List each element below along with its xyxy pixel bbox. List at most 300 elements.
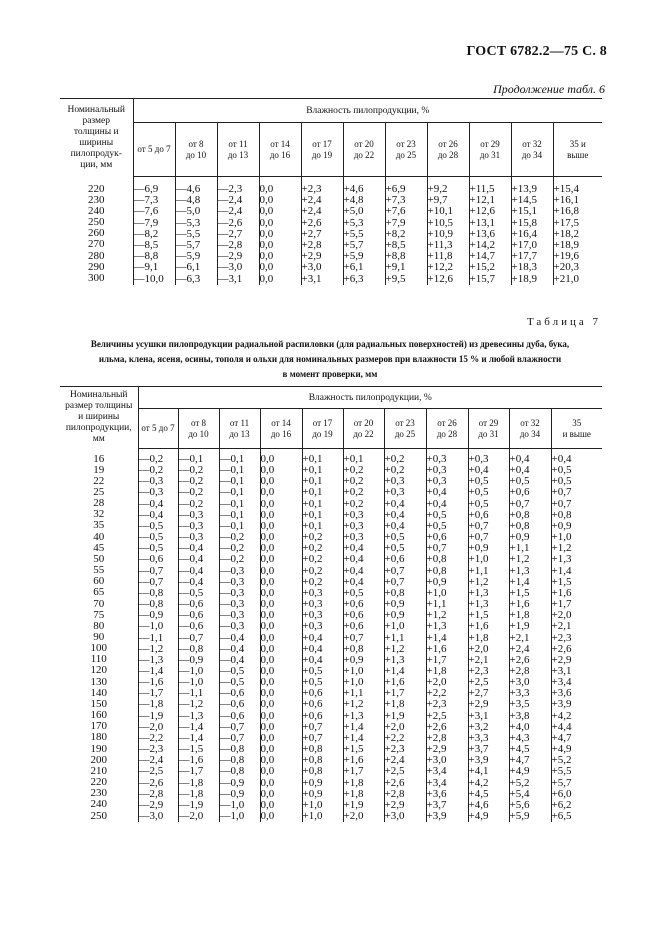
size-value: 180 (90, 731, 107, 744)
table-cell: +0,4 (426, 497, 447, 510)
column-header-line: до 13 (227, 149, 249, 160)
column-header-line: от 8 (188, 138, 204, 149)
table-cell: —6,1 (175, 261, 201, 274)
table-cell: +4,6 (343, 183, 364, 195)
table-cell: +2,6 (301, 216, 322, 229)
table-cell: +3,4 (426, 765, 447, 778)
size-value: 35 (93, 519, 105, 532)
table-cell: +1,8 (384, 698, 405, 711)
value-column (469, 177, 511, 285)
column-header-line: от 23 (395, 417, 415, 428)
table-cell: —0,2 (178, 464, 204, 477)
table-cell: +16,8 (553, 205, 579, 218)
table-cell: —1,7 (138, 687, 164, 700)
table-cell: +0,7 (468, 531, 489, 544)
table-cell: 0,0 (260, 475, 275, 488)
value-column (343, 177, 385, 285)
table-cell: +1,0 (343, 676, 364, 689)
table-cell: +4,7 (509, 754, 530, 767)
table-cell: +3,6 (426, 787, 447, 800)
table-cell: +0,4 (302, 642, 323, 655)
table-cell: —1,4 (138, 664, 164, 677)
table-cell: 0,0 (260, 731, 275, 744)
table-cell: —2,8 (217, 238, 243, 251)
column-header-line: от 14 (271, 417, 291, 428)
table-cell: 0,0 (259, 216, 274, 229)
table-cell: +1,0 (426, 586, 447, 599)
table-cell: —0,6 (219, 709, 245, 722)
table-cell: 0,0 (260, 754, 275, 767)
table-cell: +2,5 (468, 676, 489, 689)
table-cell: —0,3 (219, 609, 245, 622)
column-header (175, 123, 217, 177)
table-cell: 0,0 (260, 586, 275, 599)
table-cell: 0,0 (259, 250, 274, 263)
table-cell: +2,2 (384, 731, 405, 744)
table-cell: +0,8 (509, 508, 530, 521)
table-cell: 0,0 (260, 787, 275, 800)
table-cell: —4,8 (175, 194, 201, 207)
table-cell: +0,1 (343, 453, 364, 465)
table-cell: +0,5 (468, 497, 489, 510)
value-column (553, 177, 602, 285)
table-cell: +0,2 (384, 464, 405, 477)
table-cell: —0,9 (178, 653, 204, 666)
row-header-line: размер толщины (65, 401, 133, 412)
table-cell: —0,3 (219, 620, 245, 633)
table-cell: —0,8 (219, 754, 245, 767)
table-cell: +18,9 (553, 238, 579, 251)
table-cell: +0,6 (509, 486, 530, 499)
row-header (60, 99, 133, 177)
table-cell: —0,4 (219, 653, 245, 666)
column-header-line: от 32 (520, 417, 540, 428)
table-cell: —0,7 (138, 575, 164, 588)
value-column (426, 449, 468, 823)
table-cell: +2,0 (551, 609, 572, 622)
table-cell: +4,2 (468, 776, 489, 789)
size-value: 32 (93, 508, 105, 521)
row-header-line: Номинальный (67, 104, 126, 115)
table-cell: +21,0 (553, 272, 579, 285)
table-cell: —0,8 (219, 765, 245, 778)
table-cell: +16,4 (511, 227, 537, 240)
table-cell: +17,5 (553, 216, 579, 229)
table-cell: +0,7 (302, 731, 323, 744)
table-cell: +0,8 (302, 743, 323, 756)
table-cell: +0,1 (302, 519, 323, 532)
size-value: 250 (88, 216, 105, 229)
column-header-line: до 10 (185, 149, 207, 160)
table-cell: +0,5 (426, 519, 447, 532)
table-cell: +3,8 (509, 709, 530, 722)
table-cell: —1,4 (178, 720, 204, 733)
table-cell: +9,1 (385, 261, 406, 274)
table-cell: +0,3 (384, 475, 405, 488)
column-header-line: от 26 (437, 417, 457, 428)
table-cell: +7,9 (385, 216, 406, 229)
column-header-line: от 23 (396, 138, 416, 149)
table-cell: +5,2 (509, 776, 530, 789)
table-cell: +0,7 (509, 497, 530, 510)
table-cell: +1,3 (343, 709, 364, 722)
table-cell: 0,0 (259, 194, 274, 207)
table-cell: +1,9 (343, 798, 364, 811)
table-cell: +0,5 (384, 542, 405, 555)
table-cell: +5,9 (509, 810, 530, 822)
table-cell: +9,2 (427, 183, 448, 195)
table-cell: +0,9 (302, 787, 323, 800)
table-cell: —2,5 (138, 765, 164, 778)
table-cell: +4,5 (509, 743, 530, 756)
column-header (551, 409, 602, 449)
table-cell: +2,8 (426, 731, 447, 744)
size-value: 55 (93, 564, 105, 577)
value-column (385, 177, 427, 285)
column-header (217, 123, 259, 177)
size-value: 90 (93, 631, 105, 643)
table-cell: —0,7 (138, 564, 164, 577)
table-cell: +4,1 (468, 765, 489, 778)
table-cell: —4,6 (175, 183, 201, 195)
column-header (260, 409, 302, 449)
table-cell: +1,7 (551, 598, 572, 611)
table-cell: —0,3 (138, 475, 164, 488)
table-cell: +3,2 (468, 720, 489, 733)
table-cell: +1,3 (509, 564, 530, 577)
table-cell: +0,8 (343, 642, 364, 655)
table-cell: +0,6 (302, 698, 323, 711)
table-cell: +1,0 (343, 664, 364, 677)
table-cell: +2,8 (301, 238, 322, 251)
table-cell: +0,8 (384, 586, 405, 599)
table-cell: +0,5 (384, 531, 405, 544)
table-cell: 0,0 (260, 453, 275, 465)
table-cell: +0,3 (343, 531, 364, 544)
column-headers (60, 409, 602, 449)
table-cell: +0,2 (384, 453, 405, 465)
table-cell: +2,3 (468, 664, 489, 677)
table-cell: +2,8 (509, 664, 530, 677)
column-header-line: от 32 (522, 138, 542, 149)
table-cell: +2,3 (426, 698, 447, 711)
table-cell: 0,0 (260, 519, 275, 532)
table-cell: +0,9 (468, 542, 489, 555)
table-cell: —8,2 (133, 227, 159, 240)
value-column (133, 177, 175, 285)
column-header-line: и выше (562, 428, 591, 439)
row-header (60, 387, 138, 449)
table-cell: —0,2 (219, 542, 245, 555)
table-cell: —0,3 (219, 586, 245, 599)
table-cell: +0,4 (384, 519, 405, 532)
table-cell: +18,2 (553, 227, 579, 240)
table-cell: +5,7 (551, 776, 572, 789)
table-cell: 0,0 (260, 497, 275, 510)
table-cell: 0,0 (260, 798, 275, 811)
size-value: 190 (90, 742, 107, 755)
table-cell: +0,1 (302, 486, 323, 499)
column-header (469, 123, 511, 177)
table-cell: —0,2 (178, 475, 204, 488)
table-cell: +0,1 (302, 464, 323, 477)
table-cell: +1,6 (343, 754, 364, 767)
table-cell: +0,5 (302, 676, 323, 689)
table-cell: —0,8 (178, 642, 204, 655)
table-cell: +3,1 (468, 709, 489, 722)
table-cell: +4,9 (509, 765, 530, 778)
table-cell: +2,4 (509, 642, 530, 655)
table-cell: +0,3 (468, 453, 489, 465)
table-cell: +13,1 (469, 216, 495, 229)
size-value: 290 (88, 260, 105, 273)
value-column (138, 449, 178, 823)
table-cell: —1,0 (138, 620, 164, 633)
table-cell: +6,5 (551, 810, 572, 822)
table-cell: +0,9 (384, 609, 405, 622)
table-cell: 0,0 (259, 205, 274, 218)
table-cell: +1,2 (468, 575, 489, 588)
table-cell: —0,6 (178, 598, 204, 611)
table-cell: +0,2 (302, 575, 323, 588)
table-cell: —0,8 (138, 586, 164, 599)
table-cell: +11,3 (427, 238, 453, 251)
table-cell: 0,0 (260, 743, 275, 756)
column-header-line: от 14 (270, 138, 290, 149)
table-cell: +3,0 (301, 261, 322, 274)
table-cell: —0,2 (219, 531, 245, 544)
table-cell: +2,2 (426, 687, 447, 700)
table-cell: +1,6 (468, 620, 489, 633)
table-cell: +6,1 (343, 261, 364, 274)
table-cell: +18,3 (511, 261, 537, 274)
table-cell: +1,8 (343, 776, 364, 789)
table-cell: +0,5 (426, 508, 447, 521)
table-continuation-label: Продолжение табл. 6 (493, 82, 605, 96)
table-cell: +0,3 (384, 486, 405, 499)
caption-line: Величины усушки пилопродукции радиальной распиловки (для радиальных поверхностей) из древесины дуба, бука, (90, 339, 570, 349)
table-cell: —10,0 (133, 272, 164, 285)
table-cell: —1,8 (178, 787, 204, 800)
column-header-line: до 16 (270, 428, 292, 439)
table-cell: —7,6 (133, 205, 159, 218)
table-cell: +0,4 (509, 464, 530, 477)
column-header (138, 409, 178, 449)
table-cell: +1,1 (384, 631, 405, 644)
table-cell: +0,5 (551, 464, 572, 477)
table-cell: —2,0 (178, 810, 204, 822)
table-caption (60, 337, 600, 382)
table-cell: +12,2 (427, 261, 453, 274)
table-cell: 0,0 (260, 609, 275, 622)
table-cell: —0,5 (138, 519, 164, 532)
table-cell: 0,0 (260, 698, 275, 711)
table-cell: +1,4 (551, 564, 572, 577)
table-cell: —0,7 (178, 631, 204, 644)
table-cell: —0,1 (219, 475, 245, 488)
table-cell: +2,3 (551, 631, 572, 644)
column-header-line: от 17 (312, 138, 332, 149)
column-header (259, 123, 301, 177)
table-cell: 0,0 (259, 272, 274, 285)
table-cell: —0,2 (178, 497, 204, 510)
column-headers (60, 123, 602, 177)
table-cell: —0,5 (219, 676, 245, 689)
table-cell: +0,3 (302, 609, 323, 622)
table-cell: +4,2 (551, 709, 572, 722)
table-cell: —3,0 (217, 261, 243, 274)
table-cell: +0,4 (302, 631, 323, 644)
column-header (468, 409, 509, 449)
table-cell: —1,0 (178, 676, 204, 689)
table-cell: 0,0 (260, 664, 275, 677)
table-cell: +4,3 (509, 731, 530, 744)
table-cell: —1,9 (138, 709, 164, 722)
table-cell: +10,1 (427, 205, 453, 218)
table-cell: +3,7 (426, 798, 447, 811)
table-cell: —0,9 (219, 787, 245, 800)
table-cell: +0,9 (343, 653, 364, 666)
table-cell: —1,1 (138, 631, 164, 644)
row-header-line: толщины и (73, 126, 119, 137)
size-column (60, 449, 138, 823)
table-cell: +0,2 (343, 464, 364, 477)
table-7 (60, 386, 602, 822)
table-cell: +2,4 (384, 754, 405, 767)
table-cell: +0,3 (426, 464, 447, 477)
table-cell: +3,4 (426, 776, 447, 789)
value-column (178, 449, 219, 823)
size-value: 220 (88, 182, 105, 195)
table-cell: +19,6 (553, 250, 579, 263)
table-cell: —1,0 (219, 798, 245, 811)
table-cell: +0,3 (343, 508, 364, 521)
table-cell: —2,6 (217, 216, 243, 229)
column-header-line: от 26 (438, 138, 458, 149)
size-value: 240 (90, 798, 107, 811)
value-column (259, 177, 301, 285)
table-cell: +1,6 (509, 598, 530, 611)
table-cell: +0,3 (426, 475, 447, 488)
size-value: 100 (90, 642, 107, 655)
table-cell: +0,8 (509, 519, 530, 532)
table-cell: —2,4 (217, 194, 243, 207)
table-cell: +0,6 (384, 553, 405, 566)
size-value: 19 (93, 463, 105, 476)
column-header (385, 123, 427, 177)
table-body (60, 449, 602, 823)
table-cell: 0,0 (260, 810, 275, 822)
table-cell: —0,1 (219, 453, 245, 465)
table-cell: +0,6 (343, 620, 364, 633)
table-cell: —9,1 (133, 261, 159, 274)
row-header-line: и ширины (78, 412, 120, 423)
column-header (384, 409, 426, 449)
table-cell: +1,5 (468, 609, 489, 622)
column-header-line: от 29 (480, 138, 500, 149)
table-cell: +0,9 (302, 776, 323, 789)
table-cell: —2,4 (138, 754, 164, 767)
size-value: 80 (93, 619, 105, 632)
table-cell: +8,5 (385, 238, 406, 251)
column-header-line: до 31 (478, 428, 499, 439)
table-cell: +3,9 (426, 810, 447, 822)
table-cell: —3,0 (138, 810, 164, 822)
size-value: 65 (93, 586, 105, 599)
table-cell: +0,4 (468, 464, 489, 477)
table-cell: 0,0 (260, 464, 275, 477)
table-cell: —0,1 (219, 508, 245, 521)
column-header-line: выше (567, 149, 589, 160)
table-cell: +1,8 (343, 787, 364, 800)
table-cell: +17,0 (511, 238, 537, 251)
table-cell: 0,0 (260, 575, 275, 588)
value-column (468, 449, 509, 823)
table-cell: +14,5 (511, 194, 537, 207)
size-value: 260 (88, 227, 105, 240)
table-cell: +0,6 (302, 709, 323, 722)
size-value: 230 (88, 193, 105, 206)
table-cell: 0,0 (260, 765, 275, 778)
size-value: 270 (88, 238, 105, 251)
table-cell: +2,1 (468, 653, 489, 666)
table-cell: +0,8 (426, 564, 447, 577)
table-cell: +10,9 (427, 227, 453, 240)
table-cell: —0,3 (178, 519, 204, 532)
table-cell: 0,0 (259, 183, 274, 195)
table-cell: +2,6 (426, 720, 447, 733)
table-cell: +0,4 (384, 508, 405, 521)
table-cell: —0,5 (138, 531, 164, 544)
table-cell: +2,6 (509, 653, 530, 666)
row-header-line: размер (82, 115, 111, 126)
table-cell: 0,0 (260, 709, 275, 722)
table-cell: +9,5 (385, 272, 406, 285)
table-cell: +1,7 (343, 765, 364, 778)
table-cell: —0,5 (138, 542, 164, 555)
table-cell: +1,2 (384, 642, 405, 655)
column-header-line: от 5 до 7 (141, 423, 175, 433)
table-cell: +0,8 (302, 765, 323, 778)
table-cell: —1,8 (138, 698, 164, 711)
table-cell: +0,2 (343, 475, 364, 488)
table-cell: +20,3 (553, 261, 579, 274)
table-cell: +2,9 (384, 798, 405, 811)
table-cell: +2,9 (426, 743, 447, 756)
column-header (427, 123, 469, 177)
table-cell: 0,0 (259, 227, 274, 240)
table-cell: +0,6 (426, 531, 447, 544)
table-label: Таблица 7 (526, 316, 601, 328)
table-cell: —2,9 (217, 250, 243, 263)
table-cell: —0,1 (178, 453, 204, 465)
table-cell: —0,5 (178, 586, 204, 599)
size-value: 75 (93, 608, 105, 621)
size-value: 16 (93, 452, 105, 465)
table-cell: +1,1 (468, 564, 489, 577)
table-cell: +0,5 (509, 475, 530, 488)
value-column (219, 449, 260, 823)
table-cell: +1,3 (426, 620, 447, 633)
column-header-line: до 19 (311, 149, 333, 160)
table-cell: +1,7 (384, 687, 405, 700)
size-value: 230 (90, 787, 107, 800)
column-header (178, 409, 219, 449)
value-column (217, 177, 259, 285)
table-cell: —8,5 (133, 238, 159, 251)
table-cell: +2,1 (551, 620, 572, 633)
table-cell: —7,9 (133, 216, 159, 229)
